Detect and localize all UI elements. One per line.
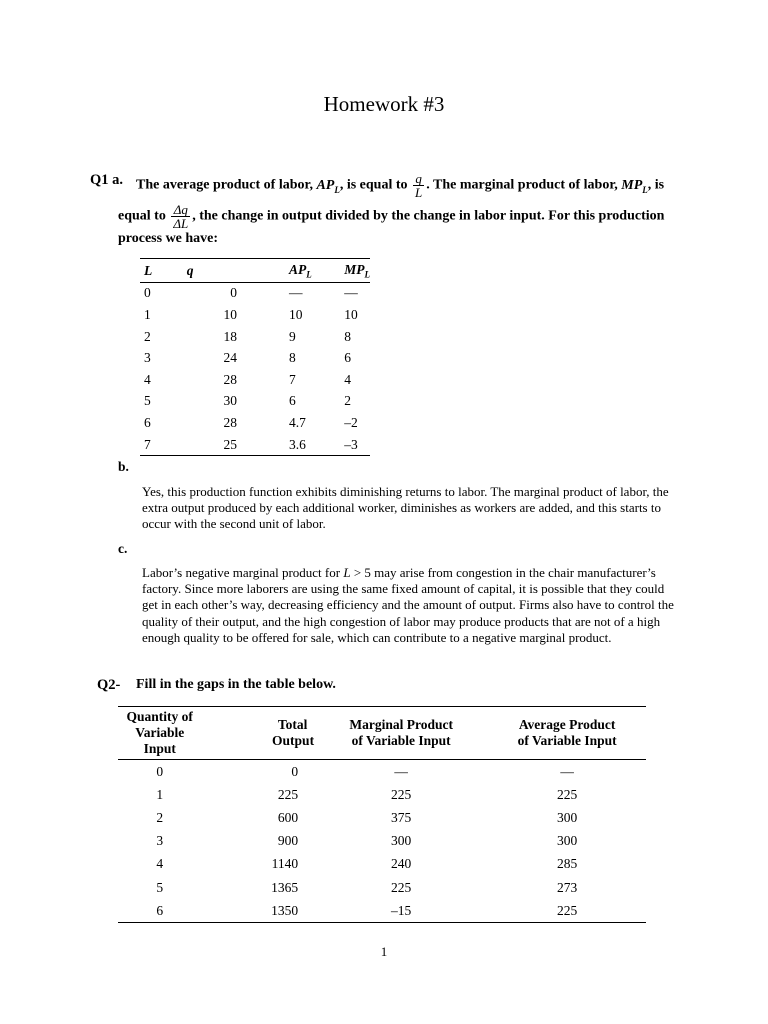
table-cell: 10: [289, 307, 303, 323]
table-cell: 225: [391, 786, 412, 802]
table-cell: 1365: [271, 879, 299, 895]
table-row: [118, 760, 646, 784]
q1-line-1: [136, 172, 664, 199]
table-cell: 7: [289, 371, 296, 387]
table-cell: 3: [144, 350, 151, 366]
table-cell: 240: [391, 856, 412, 872]
table-cell: 2: [144, 328, 151, 344]
table-cell: 900: [277, 833, 299, 849]
table-cell: —: [560, 763, 574, 779]
table-cell: 0: [291, 763, 299, 779]
table-cell: 1: [144, 307, 151, 323]
table-cell: 300: [557, 809, 578, 825]
table-cell: —: [344, 285, 358, 301]
table-row: [140, 412, 370, 434]
table-row: [140, 304, 370, 326]
table-header-row: [118, 707, 646, 760]
table-cell: 600: [277, 809, 299, 825]
table-cell: 28: [223, 371, 238, 387]
q1-line-2: equal to $\frac{\Delta q}{\Delta L}$ , the change in output divided by the change in labor input. For this production: [118, 202, 665, 231]
table-cell: 2: [156, 809, 164, 825]
fraction-dq-over-dl: $\frac{\Delta q}{\Delta L}$: [173, 202, 189, 231]
table-cell: 4: [156, 856, 164, 872]
table-cell: 1: [156, 786, 164, 802]
table-cell: 0: [230, 285, 238, 301]
table-cell: 3: [156, 833, 164, 849]
table-row: [118, 899, 646, 923]
table-cell: 225: [391, 879, 412, 895]
header-apl: $AP_L$: [285, 259, 340, 283]
table-cell: 18: [223, 328, 238, 344]
table-cell: 225: [557, 786, 578, 802]
table-cell: 3.6: [285, 434, 340, 456]
q2-instruction: Fill in the gaps in the table below.: [136, 677, 336, 692]
table-cell: 0: [144, 285, 151, 301]
q1-b-answer: Yes, this production function exhibits diminishing returns to labor. The marginal product of labor, the extra output produced by each additional worker, diminishes as workers are added, and this starts to occur with the second unit of labor.: [142, 484, 669, 532]
table-row: [140, 282, 370, 304]
page-title: Homework #3: [323, 92, 445, 116]
q1-text: , is equal to: [339, 177, 412, 193]
table-cell: 9: [289, 328, 296, 344]
table-cell: —: [394, 763, 408, 779]
table-cell: 10: [223, 307, 238, 323]
table-cell: 6: [289, 393, 296, 409]
table-cell: 1140: [271, 856, 299, 872]
q1-c-answer: Labor’s negative marginal product for L > 5 may arise from congestion in the chair manufacturer’s factory. Since more laborers are using the same fixed amount of capital, it is possible that they could get in each other’s way, decreasing efficiency and the amount of output. Firms also have to control the quality of their output, and the high congestion of labor may produce products that are not of a high enough quality to be offered for sale, which can contribute to a negative marginal product.: [142, 565, 674, 645]
variable-input-table: [118, 706, 646, 923]
table-cell: 300: [557, 833, 578, 849]
header-quantity: Quantity of Variable Input: [118, 707, 201, 760]
header-total-output: Total Output: [201, 707, 314, 760]
ap-symbol: $AP_L$: [316, 177, 340, 195]
mp-symbol: $MP_L$: [621, 177, 648, 195]
table-cell: 8: [289, 350, 296, 366]
table-row: [118, 830, 646, 853]
table-row: [140, 347, 370, 369]
table-cell: 0: [156, 763, 164, 779]
q1-line-3: process we have:: [118, 231, 219, 246]
q1-text: , is: [647, 177, 665, 193]
table-row: [118, 783, 646, 806]
table-cell: 225: [277, 786, 299, 802]
table-cell: 6: [144, 415, 151, 431]
table-cell: 7: [140, 434, 183, 456]
table-row: [140, 326, 370, 348]
table-cell: 25: [183, 434, 285, 456]
table-cell: 6: [118, 899, 201, 923]
table-cell: 2: [344, 393, 351, 409]
q1-c-label: c.: [118, 541, 128, 556]
table-cell: 10: [344, 307, 358, 323]
table-cell: 375: [391, 809, 412, 825]
q1-text: The average product of labor,: [136, 177, 317, 193]
table-cell: 28: [223, 415, 238, 431]
table-cell: 8: [344, 328, 351, 344]
page-number: 1: [380, 944, 388, 959]
table-cell: 225: [488, 899, 646, 923]
table-cell: 30: [223, 393, 238, 409]
table-cell: 4: [344, 371, 351, 387]
table-cell: 5: [144, 393, 151, 409]
table-cell: 273: [557, 879, 578, 895]
table-cell: 285: [557, 856, 578, 872]
table-cell: 1350: [201, 899, 314, 923]
header-average-product: Average Product of Variable Input: [488, 707, 646, 760]
production-table: [140, 258, 370, 456]
table-cell: 300: [391, 833, 412, 849]
table-cell: 6: [344, 350, 351, 366]
header-marginal-product: Marginal Product of Variable Input: [314, 707, 488, 760]
header-l: L: [140, 259, 183, 283]
q2-label: Q2-: [97, 677, 121, 693]
table-cell: 4.7: [289, 415, 306, 431]
table-row: [118, 806, 646, 829]
header-mpl: $MP_L$: [340, 259, 370, 283]
table-row: [140, 434, 370, 456]
q1-b-label: b.: [118, 459, 129, 474]
q1-text: . The marginal product of labor,: [426, 177, 622, 193]
table-cell: 4: [144, 371, 151, 387]
q1-label: Q1 a.: [90, 172, 124, 188]
table-cell: 5: [156, 879, 164, 895]
table-row: [118, 876, 646, 899]
header-q: q: [183, 259, 285, 283]
table-row: [118, 853, 646, 876]
table-row: [140, 369, 370, 391]
table-header-row: [140, 259, 370, 283]
table-cell: 24: [223, 350, 238, 366]
fraction-q-over-l: $\frac{q}{L}$: [415, 171, 423, 200]
table-cell: –15: [314, 899, 488, 923]
table-cell: –3: [340, 434, 370, 456]
table-row: [140, 391, 370, 413]
table-cell: –2: [344, 415, 358, 431]
table-cell: —: [289, 285, 303, 301]
